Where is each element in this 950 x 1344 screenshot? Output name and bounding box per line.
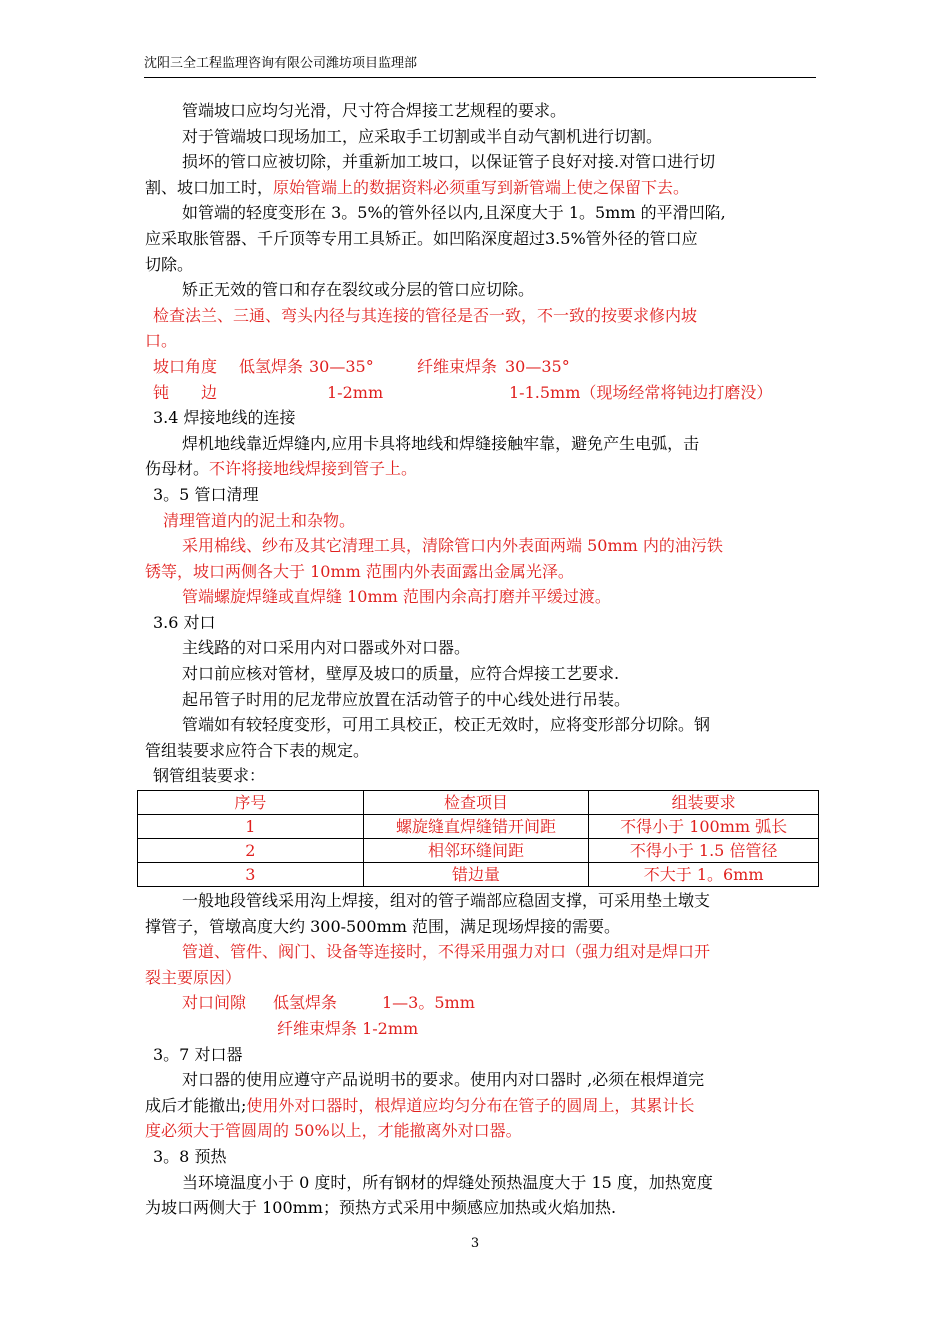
section-heading: 3.4 焊接地线的连接 <box>153 408 296 428</box>
table-cell: 相邻环缝间距 <box>363 839 589 863</box>
paragraph <box>145 175 817 201</box>
gap-low-hydrogen-label: 低氢焊条 <box>273 993 338 1013</box>
highlighted-paragraph: 清理管道内的泥土和杂物。 <box>163 510 356 530</box>
paragraph: 对口前应核对管材，壁厚及坡口的质量，应符合焊接工艺要求. <box>182 664 620 684</box>
low-hydrogen-blunt: 1-2mm <box>327 382 384 402</box>
gap-label: 对口间隙 <box>182 993 247 1013</box>
paragraph: 一般地段管线采用沟上焊接，组对的管子端部应稳固支撑，可采用垫土墩支 <box>182 891 711 911</box>
table-cell: 不大于 1。6mm <box>589 863 819 887</box>
table-row <box>138 815 819 839</box>
table-caption: 钢管组装要求： <box>153 766 266 786</box>
gap-fiber-row <box>145 1016 817 1042</box>
paragraph: 切除。 <box>145 254 194 274</box>
paragraph: 损坏的管口应被切除，并重新加工坡口，以保证管子良好对接.对管口进行切 <box>182 152 716 172</box>
highlighted-text: 不许将接地线焊接到管子上。 <box>209 459 418 479</box>
column-header: 序号 <box>138 791 364 815</box>
column-header: 组装要求 <box>589 791 819 815</box>
paragraph: 焊机地线靠近焊缝内,应用卡具将地线和焊缝接触牢靠，避免产生电弧，击 <box>182 433 700 453</box>
highlighted-paragraph: 度必须大于管圆周的 50%以上，才能撤离外对口器。 <box>145 1121 522 1141</box>
text-span: 成后才能撤出; <box>145 1095 247 1115</box>
highlighted-paragraph: 管端螺旋焊缝或直焊缝 10mm 范围内余高打磨并平缓过渡。 <box>182 587 611 607</box>
table-cell: 3 <box>138 863 364 887</box>
table-row <box>138 863 819 887</box>
table-cell: 不得小于 100mm 弧长 <box>589 815 819 839</box>
table-cell: 错边量 <box>363 863 589 887</box>
table-cell: 不得小于 1.5 倍管径 <box>589 839 819 863</box>
paragraph: 当环境温度小于 0 度时，所有钢材的焊缝处预热温度大于 15 度，加热宽度 <box>182 1172 713 1192</box>
low-hydrogen-label: 低氢焊条 <box>239 356 304 376</box>
blunt-edge-row <box>145 380 817 406</box>
section-heading: 3。7 对口器 <box>153 1044 243 1064</box>
table-cell: 螺旋缝直焊缝错开间距 <box>363 815 589 839</box>
text-span: 伤母材。 <box>145 459 210 479</box>
paragraph: 主线路的对口采用内对口器或外对口器。 <box>182 638 471 658</box>
column-header: 检查项目 <box>363 791 589 815</box>
bevel-angle-label: 坡口角度 <box>153 356 218 376</box>
gap-fiber-value: 纤维束焊条 1-2mm <box>277 1019 419 1038</box>
blunt-edge-label: 钝 边 <box>153 382 218 402</box>
table-cell: 2 <box>138 839 364 863</box>
highlighted-text: 使用外对口器时，根焊道应均匀分布在管子的圆周上，其累计长 <box>246 1095 695 1115</box>
highlighted-text: 原始管端上的数据资料必须重写到新管端上使之保留下去。 <box>273 177 690 197</box>
text-span: 割、坡口加工时， <box>145 177 274 197</box>
page-number: 3 <box>470 1236 480 1251</box>
page-header: 沈阳三全工程监理咨询有限公司潍坊项目监理部 <box>144 56 816 78</box>
paragraph: 撑管子，管墩高度大约 300-500mm 范围，满足现场焊接的需要。 <box>145 916 621 936</box>
low-hydrogen-angle: 30—35° <box>309 356 374 376</box>
highlighted-paragraph: 管道、管件、阀门、设备等连接时，不得采用强力对口（强力组对是焊口开 <box>182 942 711 962</box>
table-row <box>138 839 819 863</box>
paragraph: 矫正无效的管口和存在裂纹或分层的管口应切除。 <box>182 280 535 300</box>
paragraph: 管端坡口应均匀光滑，尺寸符合焊接工艺规程的要求。 <box>182 101 567 120</box>
fiber-label: 纤维束焊条 <box>417 356 498 376</box>
section-heading: 3.6 对口 <box>153 612 216 632</box>
table-cell: 1 <box>138 815 364 839</box>
document-body <box>145 98 817 1221</box>
fiber-angle: 30—35° <box>505 356 570 376</box>
bevel-angle-row <box>145 354 817 380</box>
highlighted-paragraph: 采用棉线、纱布及其它清理工具，清除管口内外表面两端 50mm 内的油污铁 <box>182 536 723 556</box>
paragraph: 应采取胀管器、千斤顶等专用工具矫正。如凹陷深度超过3.5%管外径的管口应 <box>145 228 698 248</box>
assembly-requirements-table <box>137 790 819 887</box>
paragraph: 为坡口两侧大于 100mm；预热方式采用中频感应加热或火焰加热. <box>145 1198 617 1218</box>
table-header-row <box>138 791 819 815</box>
paragraph: 对于管端坡口现场加工，应采取手工切割或半自动气割机进行切割。 <box>182 126 663 146</box>
gap-row <box>145 990 817 1016</box>
paragraph <box>145 456 817 482</box>
paragraph <box>145 1093 817 1119</box>
section-heading: 3。8 预热 <box>153 1146 227 1166</box>
paragraph: 对口器的使用应遵守产品说明书的要求。使用内对口器时 ,必须在根焊道完 <box>182 1070 705 1090</box>
highlighted-paragraph: 检查法兰、三通、弯头内径与其连接的管径是否一致，不一致的按要求修内坡 <box>153 305 698 325</box>
highlighted-paragraph: 裂主要原因） <box>145 967 242 987</box>
highlighted-paragraph: 口。 <box>145 331 178 351</box>
gap-low-hydrogen-value: 1—3。5mm <box>382 993 475 1013</box>
section-heading: 3。5 管口清理 <box>153 484 259 504</box>
highlighted-paragraph: 锈等，坡口两侧各大于 10mm 范围内外表面露出金属光泽。 <box>145 561 574 581</box>
paragraph: 起吊管子时用的尼龙带应放置在活动管子的中心线处进行吊装。 <box>182 689 631 709</box>
paragraph: 如管端的轻度变形在 3。5%的管外径以内,且深度大于 1。5mm 的平滑凹陷, <box>182 203 726 223</box>
paragraph: 管组装要求应符合下表的规定。 <box>145 740 370 760</box>
fiber-blunt: 1-1.5mm（现场经常将钝边打磨没） <box>509 382 773 402</box>
paragraph: 管端如有较轻度变形，可用工具校正，校正无效时，应将变形部分切除。钢 <box>182 715 711 735</box>
